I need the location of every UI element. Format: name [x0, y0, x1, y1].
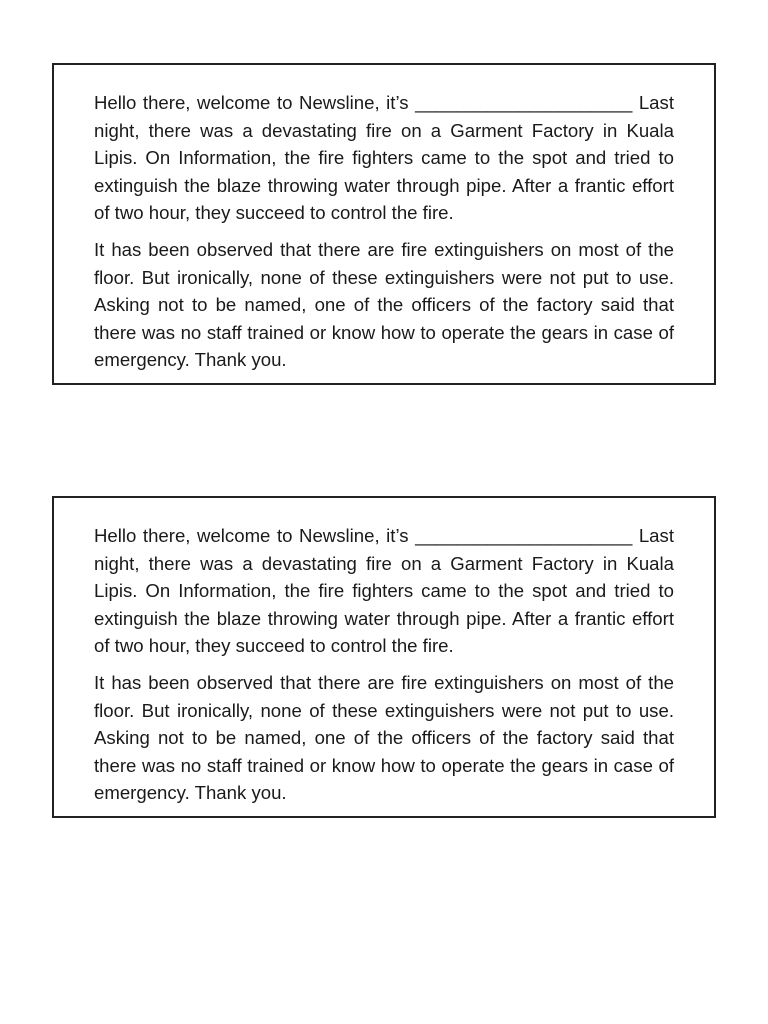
passage-text-1 — [94, 89, 674, 374]
passage-1-paragraph-1: Hello there, welcome to Newsline, it’s _____________________ Last night, there was a devastating fire on a Garment Factory in Kuala Lipis. On Information, the fire fighters came to the spot and tried to extinguish the blaze throwing water through pipe. After a frantic effort of two hour, they succeed to control the fire. — [94, 92, 674, 224]
passage-2-paragraph-1: Hello there, welcome to Newsline, it’s _____________________ Last night, there was a devastating fire on a Garment Factory in Kuala Lipis. On Information, the fire fighters came to the spot and tried to extinguish the blaze throwing water through pipe. After a frantic effort of two hour, they succeed to control the fire. — [94, 525, 674, 657]
passage-box-2 — [52, 496, 716, 818]
passage-text-2 — [94, 522, 674, 807]
passage-box-1 — [52, 63, 716, 385]
passage-2-paragraph-2: It has been observed that there are fire extinguishers on most of the floor. But ironically, none of these extinguishers were not put to use. Asking not to be named, one of the officers of the factory said that there was no staff trained or know how to operate the gears in case of emergency. Thank you. — [94, 671, 674, 804]
passage-1-paragraph-2: It has been observed that there are fire extinguishers on most of the floor. But ironically, none of these extinguishers were not put to use. Asking not to be named, one of the officers of the factory said that there was no staff trained or know how to operate the gears in case of emergency. Thank you. — [94, 238, 674, 371]
